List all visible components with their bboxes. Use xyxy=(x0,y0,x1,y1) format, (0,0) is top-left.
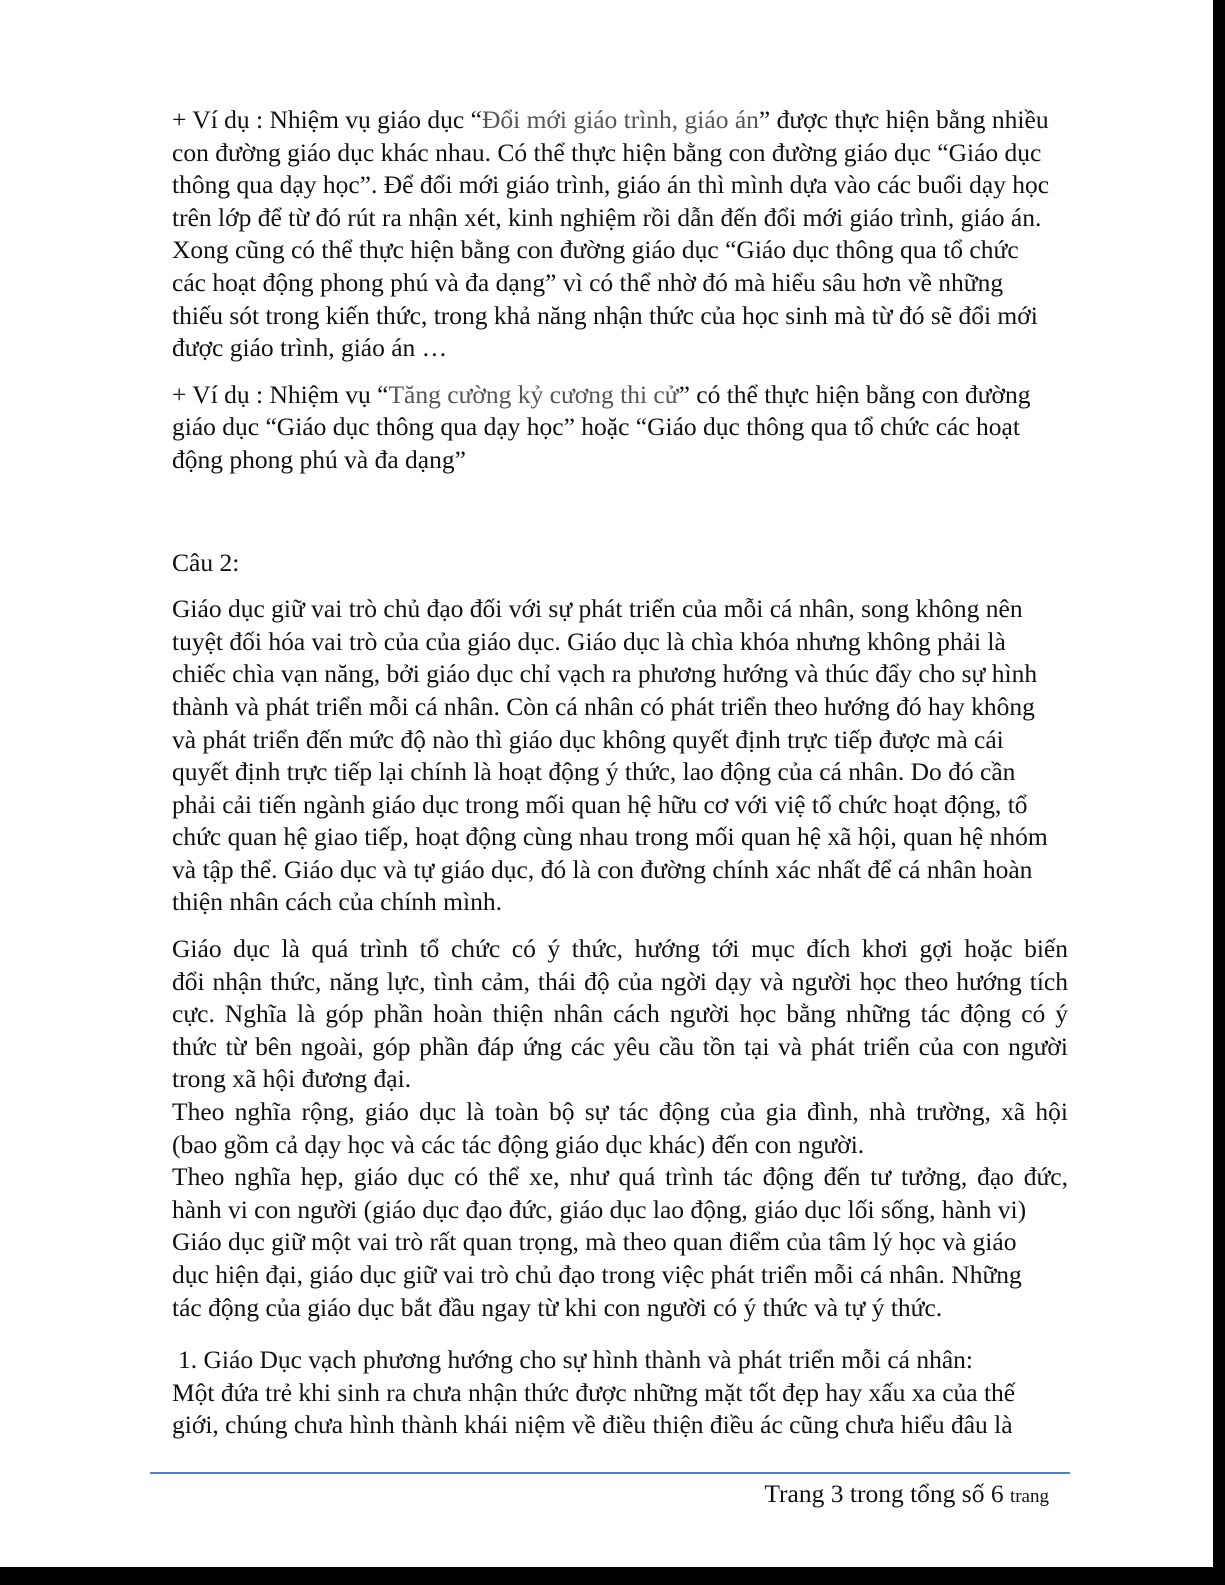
text-line xyxy=(172,821,1068,854)
text-run: động phong phú và đa dạng” xyxy=(172,444,466,474)
text-line xyxy=(172,724,1068,757)
text-line xyxy=(172,1031,1068,1064)
text-line xyxy=(172,169,1068,202)
text-line xyxy=(172,933,1068,966)
text-line xyxy=(172,1226,1068,1259)
text-line xyxy=(172,1194,1068,1227)
text-run: đổi nhận thức, năng lực, tình cảm, thái độ của ngời dạy và người học theo hướng tích xyxy=(172,966,1068,996)
document-body xyxy=(172,104,1068,1442)
text-run: Theo nghĩa rộng, giáo dục là toàn bộ sự tác động của gia đình, nhà trường, xã hội xyxy=(172,1097,1068,1127)
paragraph xyxy=(172,1344,1068,1442)
paragraph-spacer xyxy=(172,365,1068,379)
text-line xyxy=(172,1344,1068,1377)
quoted-task-text: Tăng cường kỷ cương thi cử xyxy=(388,379,679,409)
text-run: thông qua dạy học”. Để đổi mới giáo trình, giáo án thì mình dựa vào các buổi dạy học xyxy=(172,170,1050,200)
text-run: Câu 2: xyxy=(172,547,240,577)
text-line xyxy=(172,1161,1068,1194)
text-run: Giáo dục giữ một vai trò rất quan trọng, mà theo quan điểm của tâm lý học và giáo xyxy=(172,1227,1017,1257)
text-run: cực. Nghĩa là góp phần hoàn thiện nhân cách người học bằng những tác động có ý xyxy=(172,999,1068,1029)
text-run: hành vi con người (giáo dục đạo đức, giáo dục lao động, giáo dục lối sống, hành vi) xyxy=(172,1194,1027,1224)
text-run: (bao gồm cả dạy học và các tác động giáo dục khác) đến con người. xyxy=(172,1129,865,1159)
text-run: và phát triển đến mức độ nào thì giáo dục không quyết định trực tiếp được mà cái xyxy=(172,724,1004,754)
text-run: Xong cũng có thể thực hiện bằng con đường giáo dục “Giáo dục thông qua tổ chức xyxy=(172,235,1019,265)
text-run: Theo nghĩa hẹp, giáo dục có thể xe, như quá trình tác động đến tư tưởng, đạo đức, xyxy=(172,1162,1068,1192)
text-line xyxy=(172,966,1068,999)
text-run: ” có thể thực hiện bằng con đường xyxy=(678,379,1031,409)
footer-divider xyxy=(150,1472,1070,1474)
text-line xyxy=(172,789,1068,822)
paragraph-spacer xyxy=(172,1324,1068,1344)
text-line xyxy=(172,1259,1068,1292)
text-run: thành và phát triển mỗi cá nhân. Còn cá nhân có phát triển theo hướng đó hay không xyxy=(172,691,1035,721)
paragraph-spacer xyxy=(172,579,1068,593)
text-run: phải cải tiến ngành giáo dục trong mối quan hệ hữu cơ với việ tổ chức hoạt động, tổ xyxy=(172,789,1028,819)
text-line xyxy=(172,658,1068,691)
text-run: thiện nhân cách của chính mình. xyxy=(172,887,502,917)
text-line xyxy=(172,626,1068,659)
text-run: con đường giáo dục khác nhau. Có thể thực hiện bằng con đường giáo dục “Giáo dục xyxy=(172,137,1042,167)
paragraph xyxy=(172,104,1068,365)
paragraph xyxy=(172,593,1068,919)
text-run: thiếu sót trong kiến thức, trong khả năng nhận thức của học sinh mà từ đó sẽ đổi mới xyxy=(172,300,1038,330)
text-run: trong xã hội đương đại. xyxy=(172,1064,412,1094)
text-line xyxy=(172,379,1068,412)
text-line xyxy=(172,1409,1068,1442)
text-line xyxy=(172,691,1068,724)
text-run: + Ví dụ : Nhiệm vụ “ xyxy=(172,379,389,409)
text-line xyxy=(172,234,1068,267)
text-run: dục hiện đại, giáo dục giữ vai trò chủ đạo trong việc phát triển mỗi cá nhân. Những xyxy=(172,1260,1022,1289)
quoted-task-text: Đổi mới giáo trình, giáo án xyxy=(481,105,759,134)
text-run: Giáo dục là quá trình tổ chức có ý thức, hướng tới mục đích khơi gợi hoặc biến xyxy=(172,934,1068,964)
text-line xyxy=(172,411,1068,444)
paragraph-spacer xyxy=(172,919,1068,933)
viewer-edge-right xyxy=(1213,0,1225,1585)
paragraph xyxy=(172,933,1068,1324)
text-line xyxy=(172,1377,1068,1410)
text-line xyxy=(172,1292,1068,1325)
text-line xyxy=(172,104,1068,137)
text-run: quyết định trực tiếp lại chính là hoạt động ý thức, lao động của cá nhân. Do đó cần xyxy=(172,757,1016,787)
page-footer xyxy=(764,1478,1049,1513)
page-number-suffix: trang xyxy=(1009,1486,1049,1507)
text-line xyxy=(172,137,1068,170)
text-run: Giáo dục giữ vai trò chủ đạo đối với sự phát triển của mỗi cá nhân, song không nên xyxy=(172,594,1023,624)
text-line xyxy=(172,300,1068,333)
text-run: ” được thực hiện bằng nhiều xyxy=(758,105,1049,134)
text-run: 1. Giáo Dục vạch phương hướng cho sự hình thành và phát triển mỗi cá nhân: xyxy=(178,1345,974,1375)
text-run: tuyệt đối hóa vai trò của của giáo dục. Giáo dục là chìa khóa nhưng không phải là xyxy=(172,626,1006,656)
text-line xyxy=(172,1063,1068,1096)
text-run: và tập thể. Giáo dục và tự giáo dục, đó là con đường chính xác nhất để cá nhân hoàn xyxy=(172,854,1033,884)
text-run: giới, chúng chưa hình thành khái niệm về điều thiện điều ác cũng chưa hiểu đâu là xyxy=(172,1410,1013,1440)
paragraph xyxy=(172,547,1068,580)
text-run: Một đứa trẻ khi sinh ra chưa nhận thức được những mặt tốt đẹp hay xấu xa của thế xyxy=(172,1377,1016,1407)
text-line xyxy=(172,547,1068,580)
text-line xyxy=(172,854,1068,887)
text-run: giáo dục “Giáo dục thông qua dạy học” hoặc “Giáo dục thông qua tổ chức các hoạt xyxy=(172,412,1020,442)
text-run: được giáo trình, giáo án … xyxy=(172,333,448,363)
text-line xyxy=(172,267,1068,300)
text-line xyxy=(172,332,1068,365)
page-number-text: Trang 3 trong tổng số 6 xyxy=(764,1479,1004,1508)
text-run: chức quan hệ giao tiếp, hoạt động cùng nhau trong mối quan hệ xã hội, quan hệ nhóm xyxy=(172,822,1048,852)
paragraph xyxy=(172,379,1068,477)
text-line xyxy=(172,1129,1068,1162)
text-run: các hoạt động phong phú và đa dạng” vì có thể nhờ đó mà hiểu sâu hơn về những xyxy=(172,267,1004,297)
text-line xyxy=(172,886,1068,919)
paragraph-spacer xyxy=(172,477,1068,547)
text-line xyxy=(172,756,1068,789)
text-line xyxy=(172,998,1068,1031)
viewer-edge-bottom xyxy=(0,1567,1225,1585)
text-line xyxy=(172,1096,1068,1129)
text-run: chiếc chìa vạn năng, bởi giáo dục chỉ vạch ra phương hướng và thúc đẩy cho sự hình xyxy=(172,659,1038,689)
text-line xyxy=(172,593,1068,626)
text-run: tác động của giáo dục bắt đầu ngay từ khi con người có ý thức và tự ý thức. xyxy=(172,1292,943,1322)
text-run: + Ví dụ : Nhiệm vụ giáo dục “ xyxy=(172,105,482,134)
text-line xyxy=(172,444,1068,477)
text-run: trên lớp để từ đó rút ra nhận xét, kinh nghiệm rồi dẫn đến đổi mới giáo trình, giáo án. xyxy=(172,202,1042,232)
text-run: thức từ bên ngoài, góp phần đáp ứng các yêu cầu tồn tại và phát triển của con người xyxy=(172,1031,1068,1061)
text-line xyxy=(172,202,1068,235)
